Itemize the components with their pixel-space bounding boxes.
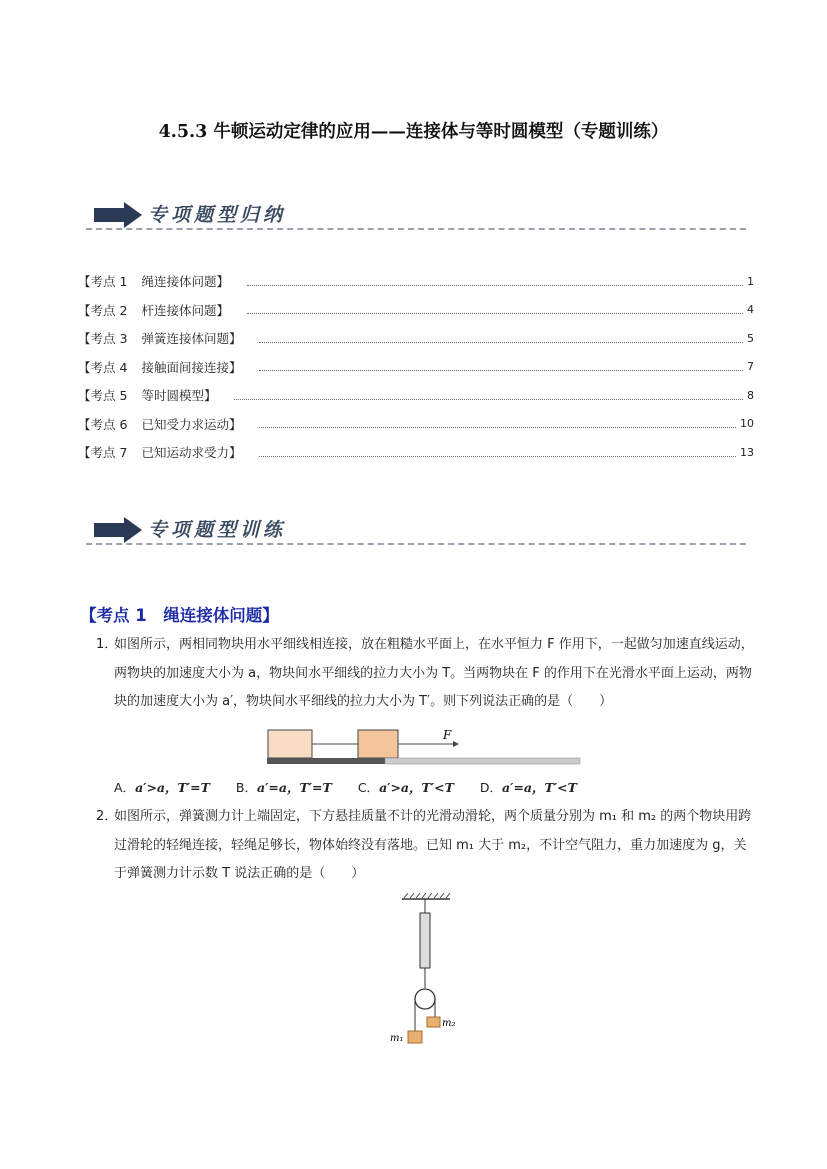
section-banner-training: 专项题型训练	[86, 511, 746, 545]
dot-leader	[259, 370, 743, 371]
question-text: 如图所示，两相同物块用水平细线相连接，放在粗糙水平面上，在水平恒力 F 作用下，一起做匀加速直线运动，两物块的加速度大小为 a，物块间水平细线的拉力大小为 T。当两物块在 F 的作用下在光滑水平面上运动，两物块的加速度大小为 a′，物块间水平细线的拉力大小为 T′。则下列说法正确的是（ ）	[114, 637, 754, 710]
m1-label: m₁	[390, 1033, 404, 1044]
option-b[interactable]: B．a′=a，T′=T	[235, 780, 332, 795]
toc-entry[interactable]: 【考点 4 接触面间接连接】 7	[78, 359, 754, 375]
toc-entry[interactable]: 【考点 2 杆连接体问题】 4	[78, 302, 754, 318]
toc-page-number: 1	[747, 274, 754, 288]
toc-page-number: 5	[747, 331, 754, 345]
document-title: 4.5.3 牛顿运动定律的应用——连接体与等时圆模型（专题训练）	[158, 122, 669, 142]
option-a[interactable]: A．a′>a，T′=T	[114, 780, 210, 795]
toc-page-number: 7	[747, 360, 754, 374]
option-c[interactable]: C．a′>a，T′<T	[357, 780, 454, 795]
divider	[86, 543, 746, 545]
arrow-icon	[94, 517, 144, 543]
force-label: F	[443, 728, 452, 742]
toc-entry[interactable]: 【考点 6 已知受力求运动】 10	[78, 416, 754, 432]
toc-page-number: 13	[740, 445, 754, 459]
toc-entry[interactable]: 【考点 1 绳连接体问题】 1	[78, 274, 754, 290]
dot-leader	[247, 285, 743, 286]
dot-leader	[259, 342, 743, 343]
dot-leader	[247, 313, 743, 314]
question-2: 2． 如图所示，弹簧测力计上端固定，下方悬挂质量不计的光滑动滑轮，两个质量分别为 m₁ 和 m₂ 的两个物块用跨过滑轮的轻绳连接，轻绳足够长，物体始终没有落地。已知 m₁ 大于 m₂，不计空气阻力，重力加速度为 g，关于弹簧测力计示数 T 说法正确的是（ ）	[96, 803, 756, 889]
arrow-icon	[94, 202, 144, 228]
toc-page-number: 10	[740, 417, 754, 431]
dot-leader	[259, 456, 736, 457]
toc-entry[interactable]: 【考点 3 弹簧连接体问题】 5	[78, 331, 754, 347]
m2-label: m₂	[442, 1018, 456, 1029]
toc-page-number: 8	[747, 388, 754, 402]
option-d[interactable]: D．a′=a，T′<T	[479, 780, 577, 795]
table-of-contents	[78, 267, 754, 467]
answer-options	[114, 778, 577, 796]
question-text: 如图所示，弹簧测力计上端固定，下方悬挂质量不计的光滑动滑轮，两个质量分别为 m₁ 和 m₂ 的两个物块用跨过滑轮的轻绳连接，轻绳足够长，物体始终没有落地。已知 m₁ 大于 m₂，不计空气阻力，重力加速度为 g，关于弹簧测力计示数 T 说法正确的是（ ）	[114, 809, 752, 882]
pulley-figure	[380, 893, 470, 1048]
section-banner-summary: 专项题型归纳	[86, 196, 746, 230]
toc-page-number: 4	[747, 303, 754, 317]
toc-entry[interactable]: 【考点 7 已知运动求受力】 13	[78, 445, 754, 461]
blocks-figure	[265, 728, 585, 768]
question-1: 1． 如图所示，两相同物块用水平细线相连接，放在粗糙水平面上，在水平恒力 F 作用下，一起做匀加速直线运动，两物块的加速度大小为 a，物块间水平细线的拉力大小为 T。当两物块在 F 的作用下在光滑水平面上运动，两物块的加速度大小为 a′，物块间水平细线的拉力大小为 T′。则下列说法正确的是（ ）	[96, 631, 756, 717]
divider	[86, 228, 746, 230]
dot-leader	[234, 399, 743, 400]
dot-leader	[259, 427, 736, 428]
toc-entry[interactable]: 【考点 5 等时圆模型】 8	[78, 388, 754, 404]
section-heading: 【考点 1 绳连接体问题】	[80, 606, 279, 625]
